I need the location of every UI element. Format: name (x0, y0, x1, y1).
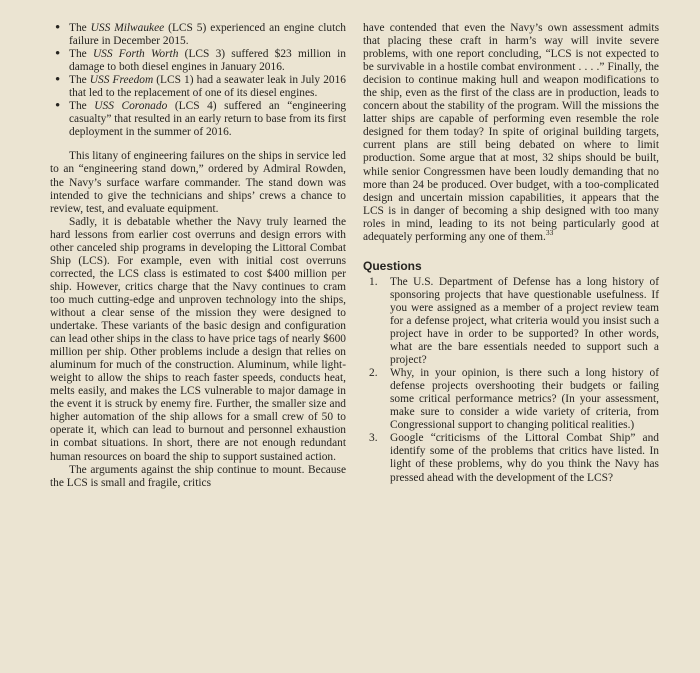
body-paragraph: have contended that even the Navy’s own assessment admits that placing these craft in harm’s way will invite severe problems, with one report concluding, “LCS is not expected to be survivable in a hostile combat environment . . . .” Finally, the decision to continue making hull and weapon modifications to the ship, even as the first of the class are in production, leads to concern about the stability of the program. Will the missions the latter ships are capable of performing even resemble the role designed for them today? In spite of original building targets, current plans are still being debated on where to limit production. Some argue that at most, 32 ships should be built, while senior Congressmen have been loudly demanding that no more than 24 be produced. Over budget, with a too-complicated design and uncertain mission capabilities, it appears that the LCS is in danger of becoming a ship designed with too many roles in mind, leading to its not being particularly good at adequately performing any one of them.$^{33}$ (363, 22, 659, 243)
bullet-icon: • (55, 20, 61, 36)
bullet-icon: • (55, 46, 61, 63)
list-item: • The USS Coronado (LCS 4) suffered an “engineering casualty” that resulted in an early return to base from its first deployment in the summer of 2016. (55, 98, 347, 139)
body-paragraph: The arguments against the ship continue to mount. Because the LCS is small and fragile, critics (50, 463, 346, 489)
ship-name: USS Freedom (89, 74, 154, 87)
question-item (363, 367, 659, 432)
left-column (50, 22, 346, 490)
question-number: 3. (369, 432, 378, 445)
questions-heading: Questions (363, 258, 422, 273)
list-item: • The USS Forth Worth (LCS 3) suffered $23 million in damage to both diesel engines in January 2016. (55, 46, 346, 74)
question-item (363, 432, 659, 484)
list-item: • The USS Milwaukee (LCS 5) experienced an engine clutch failure in December 2015. (55, 20, 346, 48)
questions-list (363, 276, 659, 485)
question-text: Google “criticisms of the Littoral Combat Ship” and identify some of the problems that critics have listed. In light of these problems, why do you think the Navy has pressed ahead with the development of the LCS? (390, 432, 659, 484)
body-paragraph: This litany of engineering failures on the ships in service led to an “engineering stand down,” ordered by Admiral Rowden, the Navy’s surface warfare commander. The stand down was intended to give the technicians and ships’ crews a chance to review, test, and evaluate equipment. (50, 150, 346, 215)
bullet-icon: • (55, 72, 61, 89)
ship-name: USS Coronado (94, 100, 168, 113)
bullet-icon: • (55, 98, 61, 115)
body-paragraph: Sadly, it is debatable whether the Navy truly learned the hard lessons from earlier cost overruns and design errors with other canceled ship programs in developing the Littoral Combat Ship (LCS). For example, even with initial cost overruns corrected, the LCS class is estimated to cost $400 million per ship. However, critics charge that the Navy continues to cram too much cutting-edge and unproven technology into the ships, without a clear sense of the mission they were designed to undertake. These variants of the basic design and configuration can lead other ships in the class to have price tags of nearly $600 million per ship. Other problems include a design that relies on aluminum for much of the construction. Aluminum, while light-weight to allow the ships to reach faster speeds, conducts heat, melts easily, and makes the LCS vulnerable to major damage in the event it is struck by enemy fire. Further, the smaller size and higher automation of the ship allows for a small crew of 50 to operate it, which can lead to burnout and personnel exhaustion in combat situations. In short, there are not enough redundant human resources on board the ship to support sustained action. (50, 215, 346, 463)
question-number: 1. (369, 275, 378, 288)
question-text: Why, in your opinion, is there such a long history of defense projects overshooting their budgets or failing some critical performance metrics? (In your assessment, make sure to consider a wide variety of criteria, from Congressional support to changing political realities.) (390, 367, 659, 432)
question-item (363, 276, 659, 367)
footnote-marker: 33 (545, 227, 554, 237)
right-column (363, 22, 659, 485)
question-number: 2. (369, 367, 378, 380)
question-text: The U.S. Department of Defense has a long history of sponsoring projects that have questionable usefulness. If you were assigned as a member of a project review team for a defense project, what criteria would you insist such a project have in order to be supported? In other words, what are the bare essentials needed to support such a project? (390, 275, 659, 367)
ship-failure-list (50, 22, 346, 139)
ship-name: USS Forth Worth (92, 48, 179, 61)
list-item: • The USS Freedom (LCS 1) had a seawater leak in July 2016 that led to the replacement of one of its diesel engines. (55, 72, 346, 100)
ship-name: USS Milwaukee (90, 22, 165, 34)
